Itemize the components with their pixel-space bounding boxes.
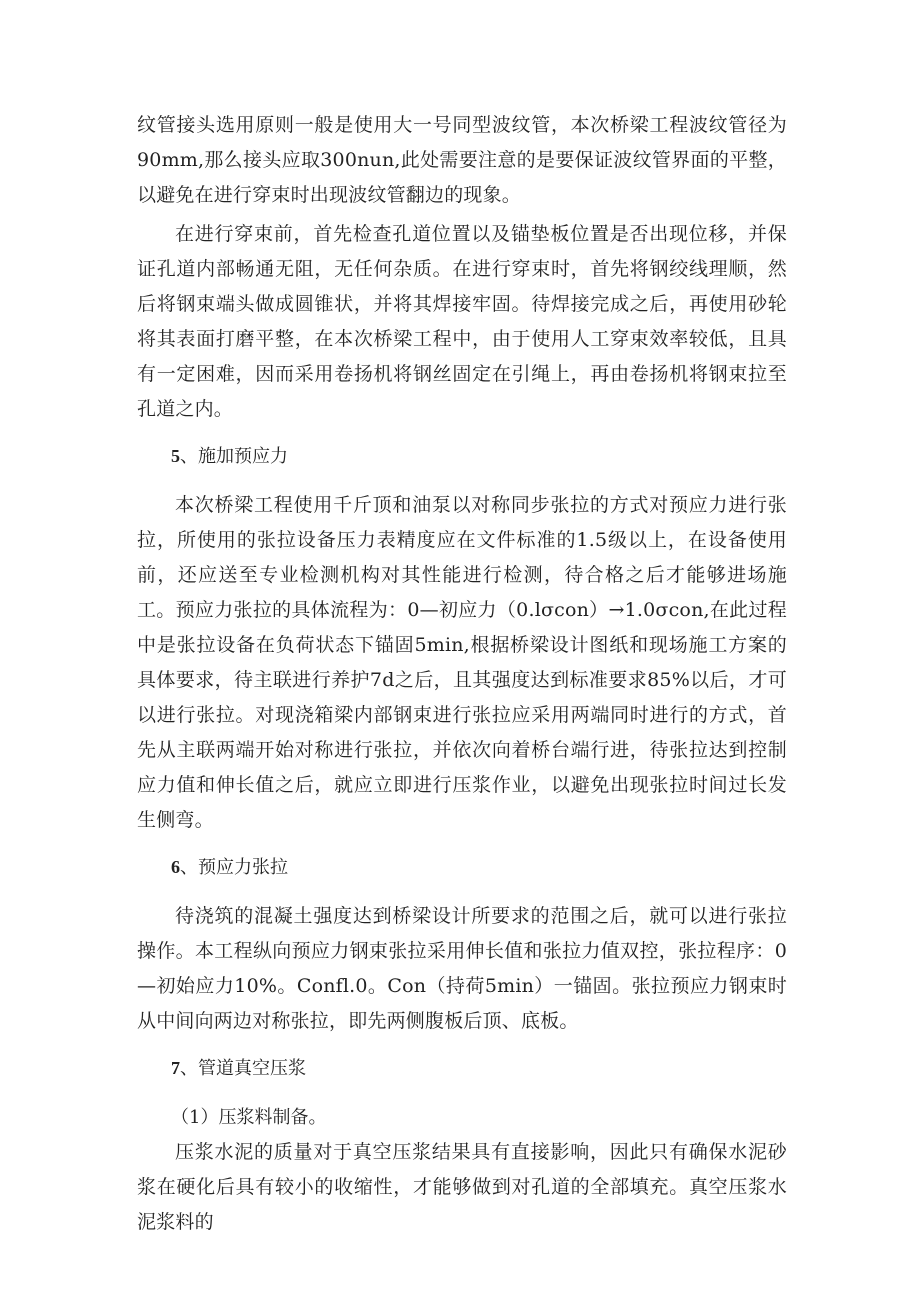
document-page	[137, 108, 787, 1240]
paragraph-4: 待浇筑的混凝土强度达到桥梁设计所要求的范围之后，就可以进行张拉操作。本工程纵向预应力钢束张拉采用伸长值和张拉力值双控，张拉程序：0—初始应力10%。Confl.0。Con（持荷5min）一锚固。张拉预应力钢束时从中间向两边对称张拉，即先两侧腹板后顶、底板。	[137, 905, 787, 1032]
section-heading-7	[137, 1051, 787, 1086]
subheading-1: （1）压浆料制备。	[171, 1107, 327, 1128]
paragraph-2: 在进行穿束前，首先检查孔道位置以及锚垫板位置是否出现位移，并保证孔道内部畅通无阻，无任何杂质。在进行穿束时，首先将钢绞线理顺，然后将钢束端头做成圆锥状，并将其焊接牢固。待焊接完成之后，再使用砂轮将其表面打磨平整，在本次桥梁工程中，由于使用人工穿束效率较低，且具有一定困难，因而采用卷扬机将钢丝固定在引绳上，再由卷扬机将钢束拉至孔道之内。	[137, 223, 787, 420]
paragraph-3: 本次桥梁工程使用千斤顶和油泵以对称同步张拉的方式对预应力进行张拉，所使用的张拉设备压力表精度应在文件标准的1.5级以上，在设备使用前，还应送至专业检测机构对其性能进行检测，待合格之后才能够进场施工。预应力张拉的具体流程为：0—初应力（0.lσcon）→1.0σcon,在此过程中是张拉设备在负荷状态下锚固5min,根据桥梁设计图纸和现场施工方案的具体要求，待主联进行养护7d之后，且其强度达到标准要求85%以后，才可以进行张拉。对现浇箱梁内部钢束进行张拉应采用两端同时进行的方式，首先从主联两端开始对称进行张拉，并依次向着桥台端行进，待张拉达到控制应力值和伸长值之后，就应立即进行压浆作业，以避免出现张拉时间过长发生侧弯。	[137, 494, 787, 831]
section-heading-5	[137, 439, 787, 474]
section-number: 6	[171, 857, 180, 877]
section-title: 、预应力张拉	[180, 857, 288, 878]
paragraph-1: 纹管接头选用原则一般是使用大一号同型波纹管，本次桥梁工程波纹管径为90mm,那么接头应取300nun,此处需要注意的是要保证波纹管界面的平整，以避免在进行穿束时出现波纹管翻边的现象。	[137, 114, 787, 206]
section-title: 、施加预应力	[180, 446, 288, 467]
section-number: 7	[171, 1058, 180, 1078]
section-title: 、管道真空压浆	[180, 1058, 306, 1079]
section-number: 5	[171, 446, 180, 466]
paragraph-5: 压浆水泥的质量对于真空压浆结果具有直接影响，因此只有确保水泥砂浆在硬化后具有较小的收缩性，才能够做到对孔道的全部填充。真空压浆水泥浆料的	[137, 1141, 787, 1233]
section-heading-6	[137, 850, 787, 885]
